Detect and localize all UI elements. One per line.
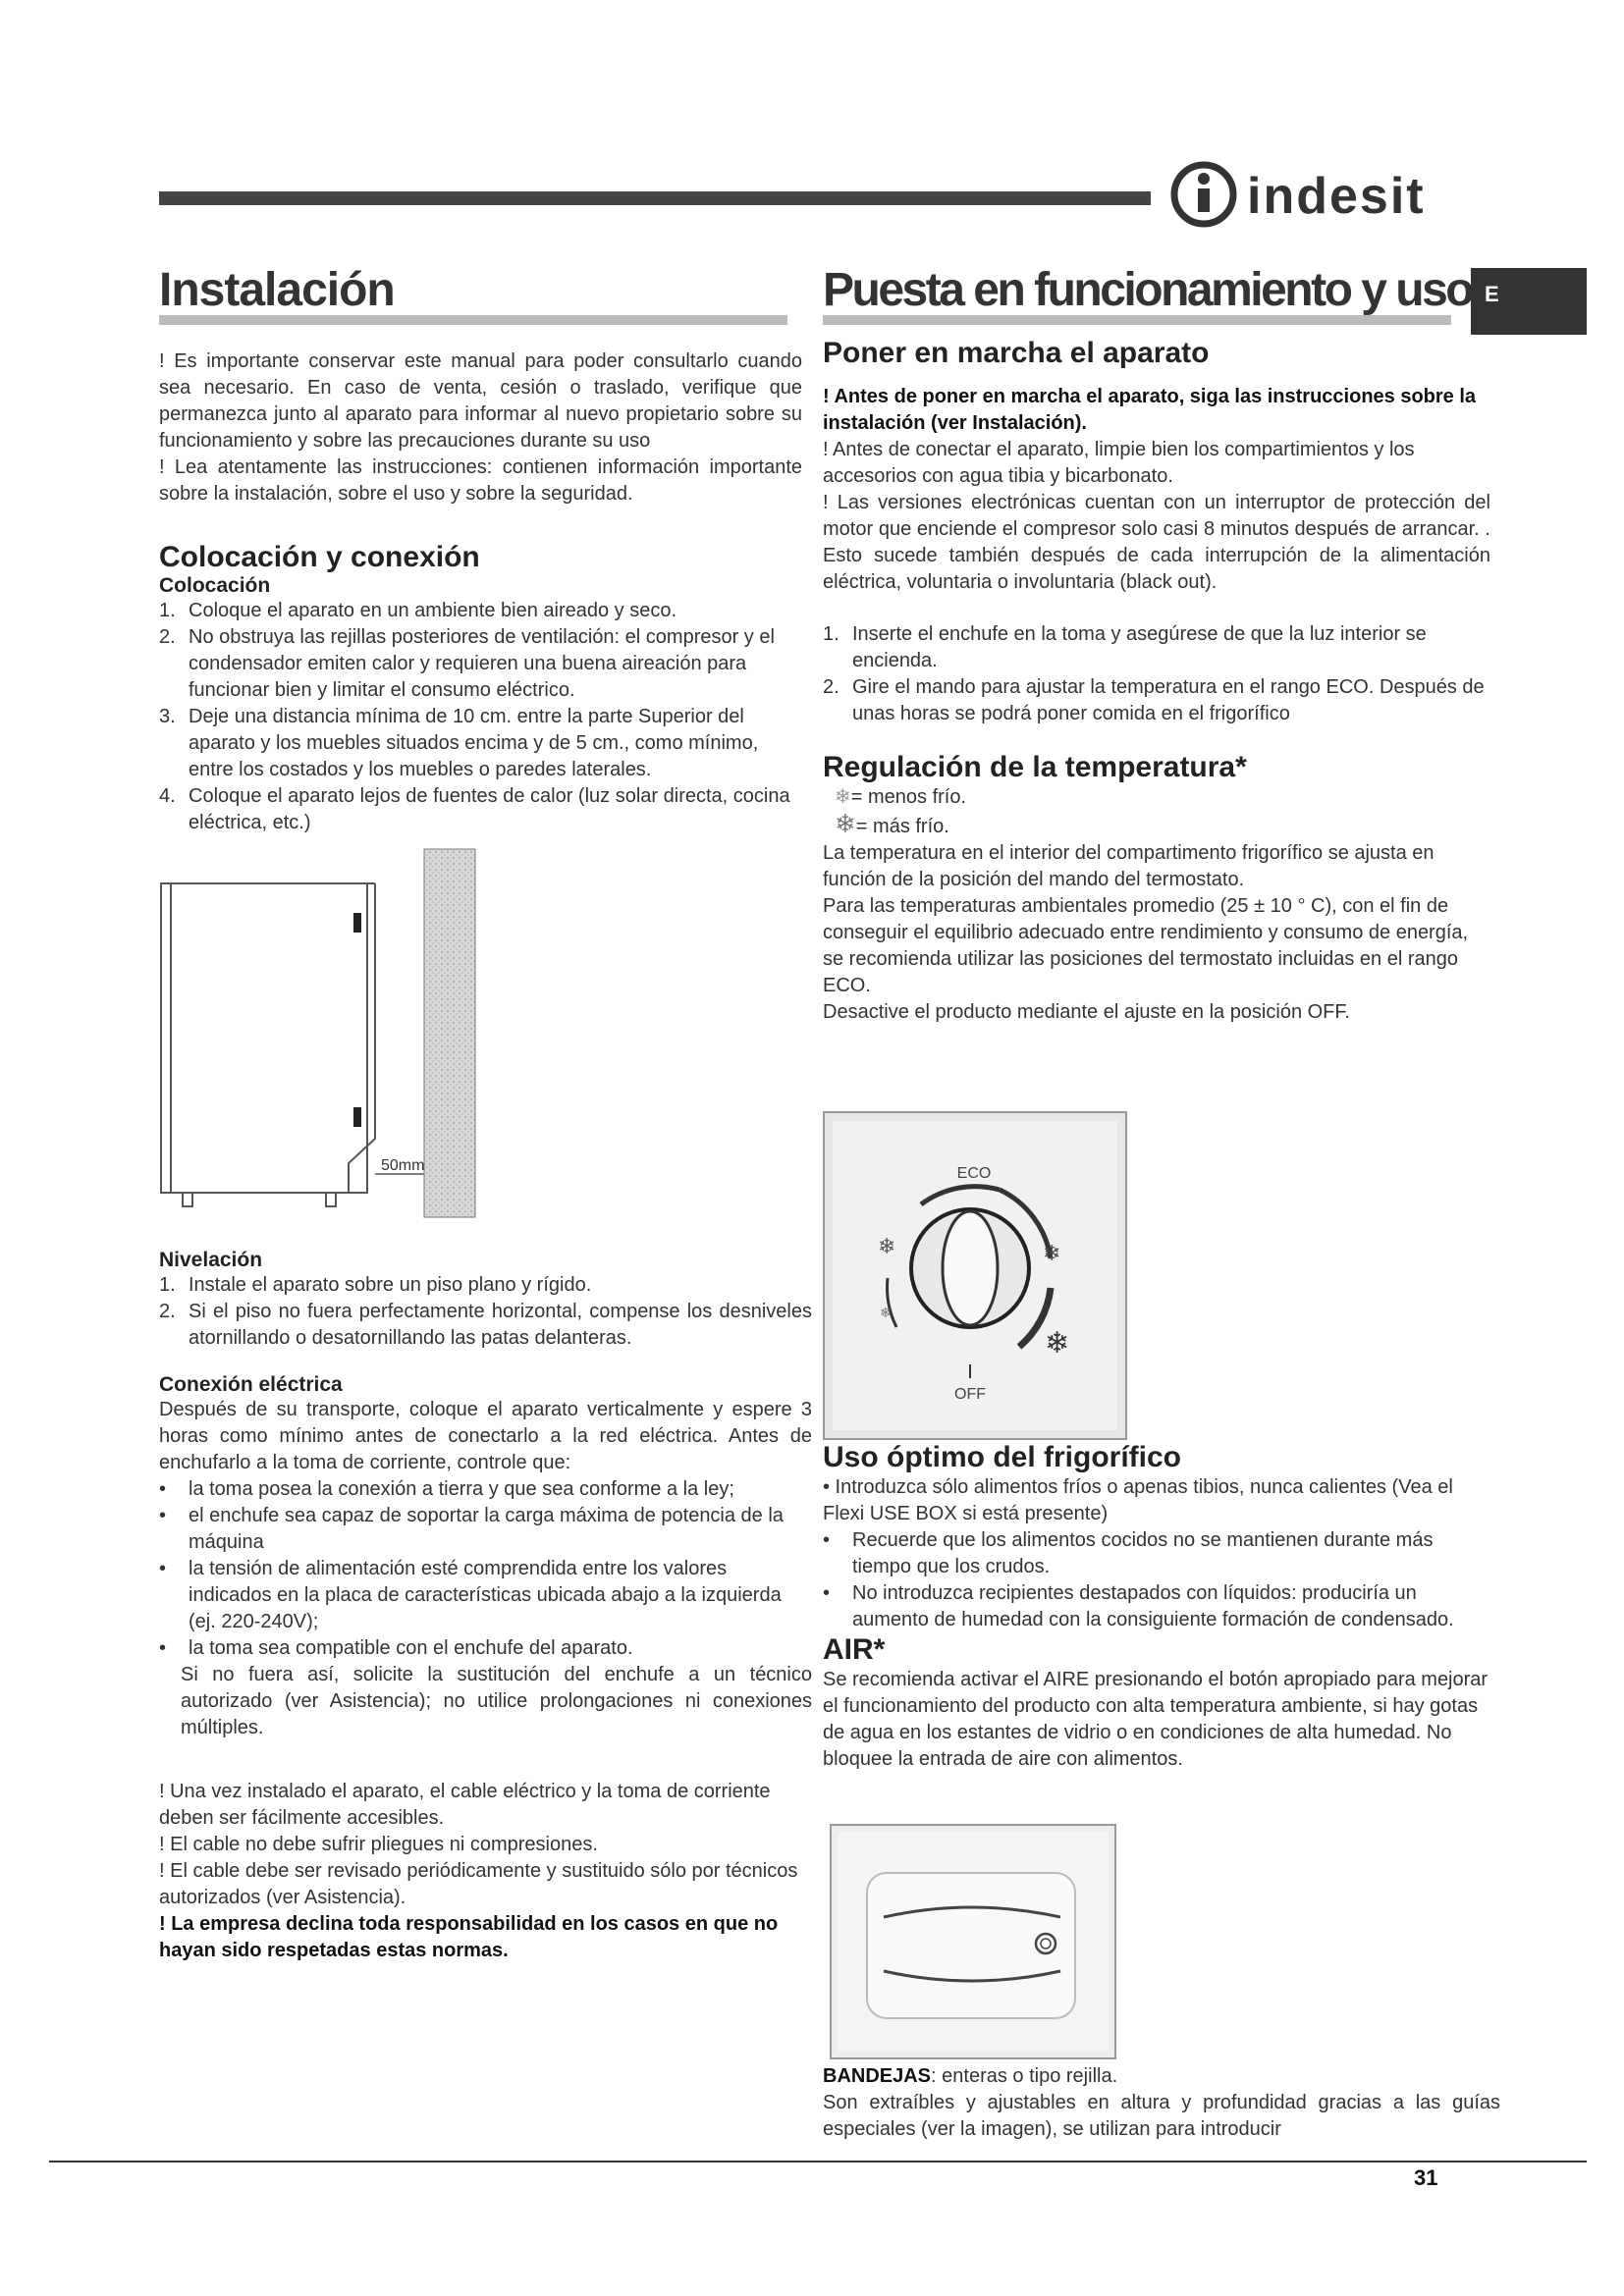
list-item xyxy=(823,1580,1490,1633)
electrical-intro: Después de su transporte, coloque el aparato verticalmente y espere 3 horas como mínimo antes de conectarlo a la red eléctrica. Antes de enchufarlo a la toma de corriente, controle que: xyxy=(159,1399,812,1473)
snowflake-small-icon: ❄ xyxy=(835,786,851,808)
electrical-heading: Conexión eléctrica xyxy=(159,1373,343,1396)
legend-more-cold xyxy=(823,811,1490,840)
list-number: 4. xyxy=(159,785,176,807)
warning: ! La empresa declina toda responsabilidad en los casos en que no hayan sido respetadas estas normas. xyxy=(159,1913,779,1961)
intro xyxy=(159,348,802,507)
trays-line xyxy=(823,2063,1500,2090)
list-item xyxy=(159,1503,812,1556)
list-text: Inserte el enchufe en la toma y asegúrese de que la luz interior se encienda. xyxy=(852,623,1427,671)
electrical-bullets xyxy=(159,1476,812,1662)
list-text: No introduzca recipientes destapados con líquidos: produciría un aumento de humedad con la consiguiente formación de condensado. xyxy=(852,1582,1454,1630)
note-1: ! Una vez instalado el aparato, el cable eléctrico y la toma de corriente deben ser fácilmente accesibles. xyxy=(159,1781,771,1829)
temperature-paragraph-2: Para las temperaturas ambientales promedio (25 ± 10 ° C), con el fin de conseguir el equilibrio adecuado entre rendimiento y consumo de energía, se recomienda utilizar las posiciones del termostato incluidas en el rango ECO. xyxy=(823,895,1469,996)
trays-text: Son extraíbles y ajustables en altura y profundidad gracias a las guías especiales (ver la imagen), se utilizan para introducir xyxy=(823,2092,1500,2140)
thermostat-dial-figure xyxy=(823,1111,1127,1440)
list-text: Gire el mando para ajustar la temperatura en el rango ECO. Después de unas horas se podrá poner comida en el frigorífico xyxy=(852,676,1485,724)
footer-line xyxy=(49,2161,1587,2163)
legend-less-cold xyxy=(823,784,1490,811)
snowflake-tiny-icon: ❄ xyxy=(880,1306,892,1321)
snowflake-small-icon: ❄ xyxy=(878,1235,896,1259)
electrical-after xyxy=(159,1662,812,1741)
list-item xyxy=(159,598,802,624)
list-text: la toma posea la conexión a tierra y que sea conforme a la ley; xyxy=(189,1478,734,1500)
note-2: ! El cable no debe sufrir pliegues ni compresiones. xyxy=(159,1834,598,1855)
list-item xyxy=(159,1635,812,1662)
dial-off-label: OFF xyxy=(954,1386,986,1403)
list-number: 1. xyxy=(159,1274,176,1296)
list-text: Si el piso no fuera perfectamente horizontal, compense los desniveles atornillando o desatornillando las patas delanteras. xyxy=(189,1301,812,1349)
electrical-after-prefix: Si no fuera así, solicite la sustitución del enchufe a un técnico autorizado ( xyxy=(181,1664,812,1712)
leveling-heading: Nivelación xyxy=(159,1249,263,1271)
assistance-reference: ver Asistencia xyxy=(291,1690,419,1712)
bullet-icon: • xyxy=(159,1637,167,1659)
right-column xyxy=(823,263,1490,1026)
air-heading: AIR* xyxy=(823,1633,886,1666)
dial-eco-label: ECO xyxy=(956,1165,992,1182)
list-item xyxy=(159,1556,812,1635)
bullet-icon: • xyxy=(159,1478,167,1500)
list-item xyxy=(159,704,802,783)
trays-section xyxy=(823,2063,1500,2143)
list-text: No obstruya las rejillas posteriores de ventilación: el compresor y el condensador emiten calor y requieren una buena aireación para funcionar bien y limitar el consumo eléctrico. xyxy=(189,626,775,701)
temperature-paragraph-3: Desactive el producto mediante el ajuste en la posición OFF. xyxy=(823,1001,1350,1023)
trays-label: BANDEJAS xyxy=(823,2065,932,2087)
air-button-figure xyxy=(830,1824,1116,2059)
optimal-line-1: • Introduzca sólo alimentos fríos o apenas tibios, nunca calientes (Vea el Flexi USE BOX si está presente) xyxy=(823,1476,1453,1524)
trays-label-rest: : enteras o tipo rejilla. xyxy=(931,2065,1118,2087)
list-text: Instale el aparato sobre un piso plano y rígido. xyxy=(189,1274,592,1296)
list-item xyxy=(823,621,1490,674)
bullet-icon: • xyxy=(159,1505,167,1526)
bullet-icon: • xyxy=(159,1558,167,1579)
placement-heading: Colocación y conexión xyxy=(159,541,480,573)
air-text: Se recomienda activar el AIRE presionando el botón apropiado para mejorar el funcionamiento del producto con alta temperatura ambiente, si hay gotas de agua en los estantes de vidrio o en condiciones de alta humedad. No bloquee la entrada de aire con alimentos. xyxy=(823,1669,1489,1770)
list-text: el enchufe sea capaz de soportar la carga máxima de potencia de la máquina xyxy=(189,1505,784,1553)
language-tab-label: E xyxy=(1485,282,1499,306)
snowflake-large-icon: ❄ xyxy=(835,809,856,838)
list-number: 1. xyxy=(823,623,839,645)
temperature-heading: Regulación de la temperatura* xyxy=(823,751,1247,783)
notes xyxy=(159,1779,812,1964)
installation-title: Instalación xyxy=(159,264,395,316)
placement-subheading: Colocación xyxy=(159,574,271,597)
wall xyxy=(424,849,475,1217)
list-item xyxy=(159,1299,812,1352)
list-item xyxy=(159,783,802,836)
page-number: 31 xyxy=(1414,2165,1438,2190)
placement-diagram xyxy=(157,844,481,1222)
left-column-lower xyxy=(159,1249,812,1964)
electrical-after-suffix: ); no utilice prolongaciones ni conexiones múltiples. xyxy=(181,1690,813,1738)
start-heading: Poner en marcha el aparato xyxy=(823,337,1210,369)
start-bold-note: ! Antes de poner en marcha el aparato, siga las instrucciones sobre la instalación (ver Instalación). xyxy=(823,386,1477,434)
usage-title: Puesta en funcionamiento y uso xyxy=(823,264,1473,316)
list-number: 1. xyxy=(159,600,176,621)
distance-label: 50mm xyxy=(381,1157,425,1174)
list-item xyxy=(159,1476,812,1503)
list-item xyxy=(159,624,802,704)
bullet-icon: • xyxy=(823,1582,831,1604)
start-note-2: ! Las versiones electrónicas cuentan con un interruptor de protección del motor que enciende el compresor solo casi 8 minutos después de arrancar. . Esto sucede también después de cada interrupción de la alimentación eléctrica, voluntaria o involuntaria (black out). xyxy=(823,492,1490,593)
list-item xyxy=(823,1527,1490,1580)
intro-paragraph-2: ! Lea atentamente las instrucciones: contienen información importante sobre la instalación, sobre el uso y sobre la seguridad. xyxy=(159,456,802,505)
note-3: ! El cable debe ser revisado periódicamente y sustituido sólo por técnicos autorizados (ver Asistencia). xyxy=(159,1860,798,1908)
left-column xyxy=(159,263,802,836)
list-number: 2. xyxy=(159,1301,176,1322)
bullet-icon: • xyxy=(823,1529,831,1551)
list-text: la toma sea compatible con el enchufe del aparato. xyxy=(189,1637,633,1659)
snowflake-medium-icon: ❄ xyxy=(1043,1242,1061,1266)
optimal-bullets xyxy=(823,1527,1490,1633)
list-text: Deje una distancia mínima de 10 cm. entre la parte Superior del aparato y los muebles situados encima y de 5 cm., como mínimo, entre los costados y los muebles o paredes laterales. xyxy=(189,706,759,780)
list-text: la tensión de alimentación esté comprendida entre los valores indicados en la placa de características ubicada abajo a la izquierda (ej. 220-240V); xyxy=(189,1558,782,1632)
list-number: 2. xyxy=(823,676,839,698)
list-number: 3. xyxy=(159,706,176,727)
snowflake-large-icon: ❄ xyxy=(1045,1326,1070,1361)
header-bar xyxy=(159,191,1151,205)
optimal-heading: Uso óptimo del frigorífico xyxy=(823,1441,1181,1473)
leveling-list xyxy=(159,1272,812,1352)
start-steps xyxy=(823,621,1490,727)
list-item xyxy=(823,674,1490,727)
placement-list xyxy=(159,598,802,836)
brand-name: indesit xyxy=(1247,168,1426,225)
list-text: Recuerde que los alimentos cocidos no se mantienen durante más tiempo que los crudos. xyxy=(852,1529,1434,1577)
list-item xyxy=(159,1272,812,1299)
legend-less-text: = menos frío. xyxy=(850,786,967,808)
list-number: 2. xyxy=(159,626,176,648)
start-note-1: ! Antes de conectar el aparato, limpie bien los compartimientos y los accesorios con agua tibia y bicarbonato. xyxy=(823,439,1415,487)
right-column-lower xyxy=(823,1441,1490,1773)
dial-grip xyxy=(943,1211,998,1325)
air-button xyxy=(1036,1934,1056,1953)
intro-paragraph-1: ! Es importante conservar este manual para poder consultarlo cuando sea necesario. En caso de venta, cesión o traslado, verifique que permanezca junto al aparato para informar al nuevo propietario sobre su funcionamiento y sobre las precauciones durante su uso xyxy=(159,350,802,452)
brand-logo xyxy=(1166,155,1461,234)
temperature-paragraph-1: La temperatura en el interior del compartimento frigorífico se ajusta en función de la posición del mando del termostato. xyxy=(823,842,1435,890)
list-text: Coloque el aparato en un ambiente bien aireado y seco. xyxy=(189,600,677,621)
list-text: Coloque el aparato lejos de fuentes de calor (luz solar directa, cocina eléctrica, etc.) xyxy=(189,785,790,833)
indesit-logo-icon xyxy=(1166,155,1245,234)
legend-more-text: = más frío. xyxy=(855,816,949,837)
